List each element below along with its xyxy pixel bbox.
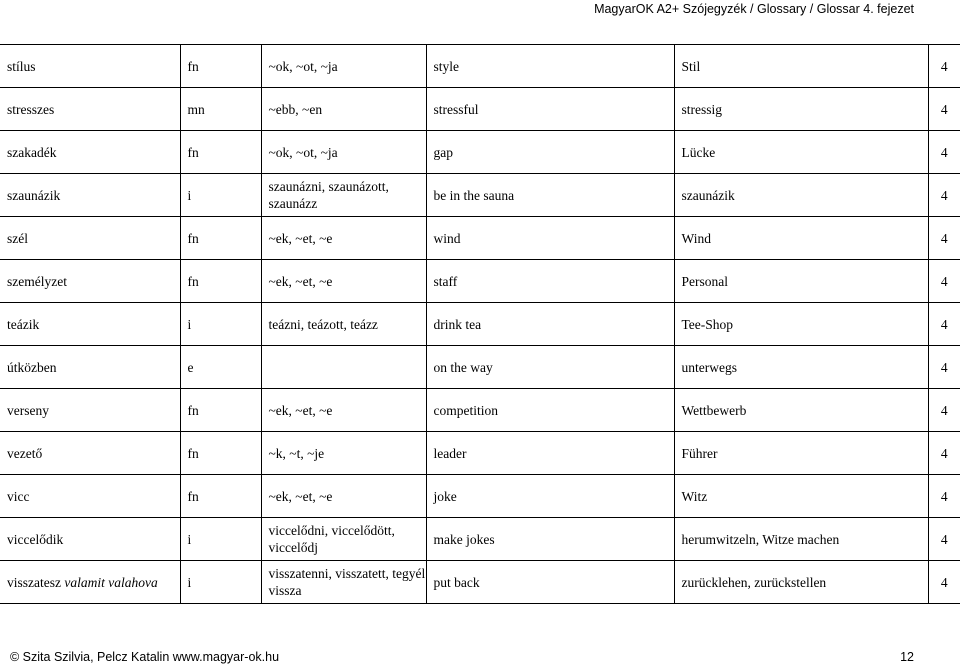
- word-forms: ~ek, ~et, ~e: [268, 230, 333, 246]
- table-row: [0, 518, 960, 561]
- table-row: [0, 561, 960, 604]
- english-translation-cell: [426, 303, 674, 346]
- german-translation-cell: [674, 303, 928, 346]
- german-translation: Tee-Shop: [681, 316, 734, 332]
- word-forms: teázni, teázott, teázz: [268, 316, 378, 332]
- chapter-number-cell: [928, 475, 960, 518]
- english-translation-cell: [426, 432, 674, 475]
- part-of-speech: i: [187, 574, 192, 590]
- part-of-speech: fn: [187, 273, 199, 289]
- part-of-speech-cell: [180, 45, 261, 88]
- hungarian-word-cell: [0, 131, 180, 174]
- hungarian-word: stresszes: [7, 101, 55, 117]
- hungarian-word: szaunázik: [7, 187, 61, 203]
- word-forms-cell: [261, 475, 426, 518]
- german-translation-cell: [674, 389, 928, 432]
- word-forms-cell: [261, 561, 426, 604]
- chapter-number-cell: [928, 217, 960, 260]
- word-forms: ~ek, ~et, ~e: [268, 273, 333, 289]
- word-forms-cell: [261, 518, 426, 561]
- word-forms-cell: [261, 88, 426, 131]
- part-of-speech-cell: [180, 88, 261, 131]
- word-forms-cell: [261, 260, 426, 303]
- english-translation-cell: [426, 260, 674, 303]
- english-translation: leader: [433, 445, 467, 461]
- hungarian-word: útközben: [7, 359, 57, 375]
- chapter-number: 4: [940, 574, 948, 590]
- german-translation: szaunázik: [681, 187, 735, 203]
- german-translation-cell: [674, 131, 928, 174]
- chapter-number: 4: [940, 488, 948, 504]
- table-row: [0, 88, 960, 131]
- word-forms-cell: [261, 45, 426, 88]
- german-translation-cell: [674, 88, 928, 131]
- part-of-speech-cell: [180, 174, 261, 217]
- part-of-speech-cell: [180, 260, 261, 303]
- hungarian-word: szél: [7, 230, 28, 246]
- word-forms: viccelődni, viccelődött, viccelődj: [268, 523, 395, 555]
- word-forms-cell: [261, 174, 426, 217]
- german-translation-cell: [674, 561, 928, 604]
- german-translation: stressig: [681, 101, 722, 117]
- table-row: [0, 45, 960, 88]
- table-row: [0, 217, 960, 260]
- part-of-speech: mn: [187, 101, 205, 117]
- german-translation: zurücklehen, zurückstellen: [681, 574, 827, 590]
- part-of-speech-cell: [180, 346, 261, 389]
- part-of-speech-cell: [180, 475, 261, 518]
- english-translation-cell: [426, 217, 674, 260]
- part-of-speech: i: [187, 531, 192, 547]
- hungarian-word: teázik: [7, 316, 40, 332]
- german-translation-cell: [674, 346, 928, 389]
- chapter-number-cell: [928, 518, 960, 561]
- word-forms: szaunázni, szaunázott, szaunázz: [268, 179, 389, 211]
- word-forms-cell: [261, 131, 426, 174]
- german-translation: Witz: [681, 488, 708, 504]
- hungarian-word: szakadék: [7, 144, 57, 160]
- chapter-number-cell: [928, 88, 960, 131]
- english-translation: competition: [433, 402, 498, 418]
- english-translation-cell: [426, 131, 674, 174]
- part-of-speech: fn: [187, 230, 199, 246]
- part-of-speech: fn: [187, 144, 199, 160]
- word-forms-cell: [261, 346, 426, 389]
- chapter-number-cell: [928, 561, 960, 604]
- english-translation: drink tea: [433, 316, 482, 332]
- english-translation-cell: [426, 518, 674, 561]
- chapter-number-cell: [928, 174, 960, 217]
- german-translation: Wind: [681, 230, 711, 246]
- part-of-speech: fn: [187, 445, 199, 461]
- hungarian-word-cell: [0, 45, 180, 88]
- hungarian-word-cell: [0, 561, 180, 604]
- english-translation: staff: [433, 273, 458, 289]
- chapter-number-cell: [928, 260, 960, 303]
- part-of-speech-cell: [180, 432, 261, 475]
- page-footer: [10, 648, 914, 666]
- english-translation-cell: [426, 45, 674, 88]
- german-translation: Führer: [681, 445, 718, 461]
- table-row: [0, 260, 960, 303]
- part-of-speech: fn: [187, 58, 199, 74]
- english-translation: gap: [433, 144, 453, 160]
- page-number: 12: [900, 650, 914, 664]
- word-forms-cell: [261, 303, 426, 346]
- english-translation-cell: [426, 346, 674, 389]
- hungarian-word: viccelődik: [7, 531, 64, 547]
- word-forms: ~k, ~t, ~je: [268, 445, 325, 461]
- table-row: [0, 346, 960, 389]
- german-translation-cell: [674, 432, 928, 475]
- word-forms: ~ok, ~ot, ~ja: [268, 58, 338, 74]
- hungarian-word: visszatesz: [7, 574, 61, 590]
- english-translation: stressful: [433, 101, 479, 117]
- table-row: [0, 303, 960, 346]
- part-of-speech: e: [187, 359, 194, 375]
- chapter-number-cell: [928, 45, 960, 88]
- part-of-speech-cell: [180, 131, 261, 174]
- english-translation: joke: [433, 488, 457, 504]
- german-translation: Personal: [681, 273, 728, 289]
- hungarian-word-cell: [0, 389, 180, 432]
- english-translation-cell: [426, 389, 674, 432]
- chapter-number-cell: [928, 346, 960, 389]
- word-usage-note: valamit valahova: [64, 574, 158, 590]
- hungarian-word-cell: [0, 88, 180, 131]
- table-row: [0, 432, 960, 475]
- word-forms-cell: [261, 217, 426, 260]
- chapter-number: 4: [940, 273, 948, 289]
- footer-copyright: © Szita Szilvia, Pelcz Katalin www.magyar-ok.hu: [10, 650, 280, 664]
- english-translation-cell: [426, 475, 674, 518]
- english-translation-cell: [426, 174, 674, 217]
- chapter-number: 4: [940, 359, 948, 375]
- german-translation: unterwegs: [681, 359, 737, 375]
- hungarian-word: stílus: [7, 58, 36, 74]
- glossary-body: [0, 45, 960, 604]
- word-forms: ~ek, ~et, ~e: [268, 402, 333, 418]
- german-translation-cell: [674, 217, 928, 260]
- german-translation-cell: [674, 518, 928, 561]
- english-translation: wind: [433, 230, 461, 246]
- chapter-number: 4: [940, 187, 948, 203]
- german-translation-cell: [674, 45, 928, 88]
- german-translation: Lücke: [681, 144, 716, 160]
- hungarian-word-cell: [0, 217, 180, 260]
- chapter-number: 4: [940, 230, 948, 246]
- word-forms: visszatenni, visszatett, tegyél vissza: [268, 566, 426, 598]
- english-translation: style: [433, 58, 459, 74]
- word-forms: ~ebb, ~en: [268, 101, 323, 117]
- chapter-number: 4: [940, 58, 948, 74]
- hungarian-word: verseny: [7, 402, 49, 418]
- table-row: [0, 131, 960, 174]
- english-translation: make jokes: [433, 531, 495, 547]
- hungarian-word-cell: [0, 432, 180, 475]
- chapter-number: 4: [940, 402, 948, 418]
- hungarian-word-cell: [0, 260, 180, 303]
- glossary-table: [0, 44, 960, 604]
- chapter-number-cell: [928, 432, 960, 475]
- german-translation: Wettbewerb: [681, 402, 747, 418]
- part-of-speech: fn: [187, 402, 199, 418]
- english-translation: put back: [433, 574, 480, 590]
- chapter-number: 4: [940, 316, 948, 332]
- german-translation: Stil: [681, 58, 701, 74]
- chapter-number-cell: [928, 389, 960, 432]
- part-of-speech: fn: [187, 488, 199, 504]
- chapter-number: 4: [940, 445, 948, 461]
- table-row: [0, 475, 960, 518]
- hungarian-word-cell: [0, 475, 180, 518]
- part-of-speech-cell: [180, 303, 261, 346]
- table-row: [0, 389, 960, 432]
- hungarian-word: vicc: [7, 488, 30, 504]
- english-translation-cell: [426, 561, 674, 604]
- hungarian-word-cell: [0, 303, 180, 346]
- part-of-speech-cell: [180, 217, 261, 260]
- german-translation-cell: [674, 174, 928, 217]
- hungarian-word: vezető: [7, 445, 43, 461]
- german-translation-cell: [674, 475, 928, 518]
- running-header: MagyarOK A2+ Szójegyzék / Glossary / Glossar 4. fejezet: [594, 2, 914, 16]
- part-of-speech: i: [187, 316, 192, 332]
- german-translation: herumwitzeln, Witze machen: [681, 531, 840, 547]
- chapter-number: 4: [940, 101, 948, 117]
- hungarian-word: személyzet: [7, 273, 67, 289]
- chapter-number-cell: [928, 303, 960, 346]
- english-translation: on the way: [433, 359, 493, 375]
- part-of-speech-cell: [180, 518, 261, 561]
- word-forms: ~ek, ~et, ~e: [268, 488, 333, 504]
- chapter-number: 4: [940, 144, 948, 160]
- hungarian-word-cell: [0, 346, 180, 389]
- part-of-speech: i: [187, 187, 192, 203]
- hungarian-word-cell: [0, 174, 180, 217]
- chapter-number-cell: [928, 131, 960, 174]
- german-translation-cell: [674, 260, 928, 303]
- part-of-speech-cell: [180, 561, 261, 604]
- word-forms-cell: [261, 389, 426, 432]
- english-translation: be in the sauna: [433, 187, 515, 203]
- table-row: [0, 174, 960, 217]
- word-forms-cell: [261, 432, 426, 475]
- part-of-speech-cell: [180, 389, 261, 432]
- chapter-number: 4: [940, 531, 948, 547]
- english-translation-cell: [426, 88, 674, 131]
- word-forms: ~ok, ~ot, ~ja: [268, 144, 338, 160]
- hungarian-word-cell: [0, 518, 180, 561]
